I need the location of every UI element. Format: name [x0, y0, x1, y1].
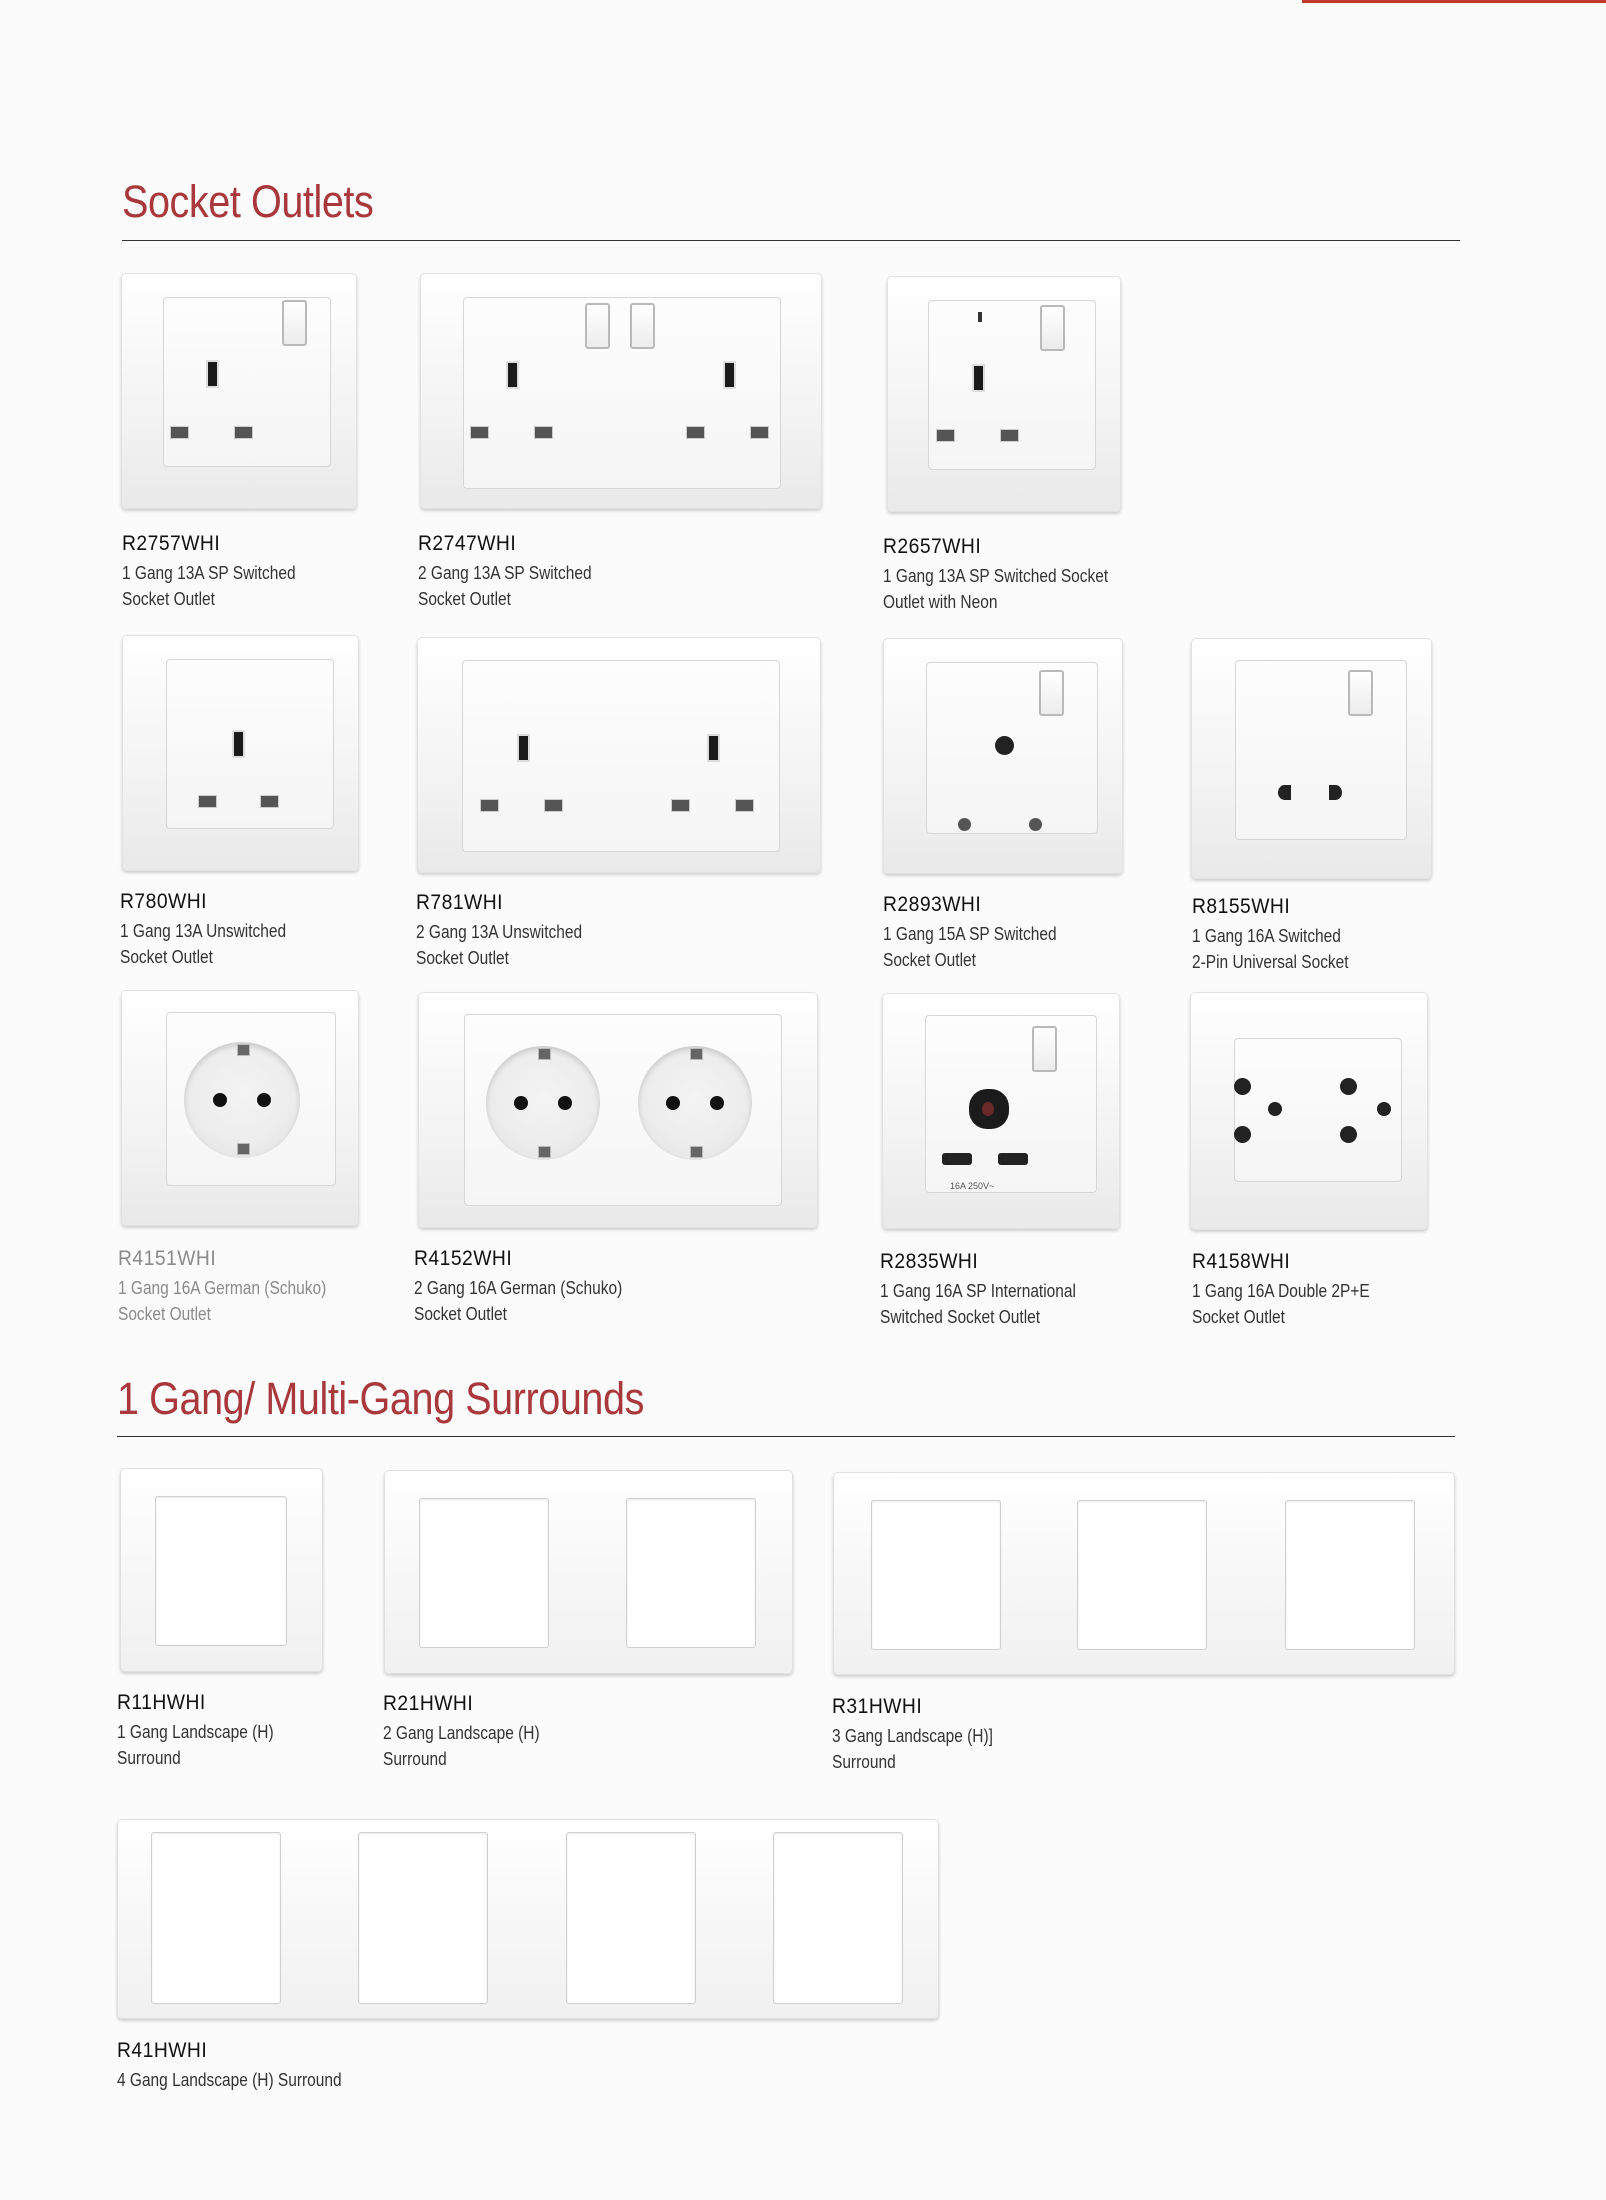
product-description-line1: 1 Gang 13A SP Switched Socket	[883, 566, 1109, 586]
product-image-r780	[122, 635, 359, 871]
product-image-r4158	[1190, 992, 1428, 1230]
product-image-r41h	[117, 1819, 939, 2019]
product-code: R4151WHI	[118, 1247, 217, 1270]
product-image-r11h	[120, 1468, 323, 1672]
product-description-line2: Socket Outlet	[118, 1304, 211, 1324]
rocker-switch	[282, 300, 307, 346]
product-description-line1: 1 Gang 13A SP Switched	[122, 563, 296, 583]
product-code: R4152WHI	[414, 1247, 513, 1270]
product-description-line2: Surround	[117, 1748, 181, 1768]
product-description-line1: 1 Gang 13A Unswitched	[120, 921, 287, 941]
product-description-line1: 1 Gang 16A Switched	[1192, 926, 1341, 946]
product-description-line1: 2 Gang 13A Unswitched	[416, 922, 583, 942]
product-code: R781WHI	[416, 891, 503, 914]
product-code: R11HWHI	[117, 1691, 206, 1714]
product-description-line1: 2 Gang 13A SP Switched	[418, 563, 592, 583]
product-code: R41HWHI	[117, 2039, 208, 2062]
product-code: R780WHI	[120, 890, 207, 913]
section-title-surrounds: 1 Gang/ Multi-Gang Surrounds	[117, 1373, 644, 1424]
product-image-r8155	[1191, 638, 1432, 879]
product-description-line2: 2-Pin Universal Socket	[1192, 952, 1349, 972]
product-image-r4151	[121, 990, 359, 1226]
product-description-line2: Surround	[832, 1752, 896, 1772]
product-description-line1: 1 Gang 15A SP Switched	[883, 924, 1057, 944]
product-image-r4152	[418, 992, 818, 1228]
top-accent-bar	[1302, 0, 1606, 3]
product-description-line2: Socket Outlet	[883, 950, 976, 970]
product-description-line2: Switched Socket Outlet	[880, 1307, 1041, 1327]
section-divider	[117, 1436, 1455, 1437]
product-description-line2: Socket Outlet	[122, 589, 215, 609]
product-description-line2: Outlet with Neon	[883, 592, 998, 612]
section-divider	[122, 240, 1460, 241]
product-description-line2: Socket Outlet	[1192, 1307, 1285, 1327]
product-description-line2: Socket Outlet	[416, 948, 509, 968]
product-code: R8155WHI	[1192, 895, 1291, 918]
product-description-line1: 1 Gang 16A German (Schuko)	[118, 1278, 327, 1298]
product-image-r21h	[384, 1470, 793, 1674]
product-description-line1: 1 Gang 16A SP International	[880, 1281, 1076, 1301]
product-description-line1: 2 Gang Landscape (H)	[383, 1723, 540, 1743]
product-description-line1: 1 Gang 16A Double 2P+E	[1192, 1281, 1370, 1301]
product-image-r2893	[883, 638, 1123, 874]
product-code: R2657WHI	[883, 535, 982, 558]
product-image-r31h	[833, 1472, 1455, 1675]
product-code: R2893WHI	[883, 893, 982, 916]
product-image-r2835	[882, 993, 1120, 1229]
product-image-r2657	[887, 276, 1121, 512]
product-description-line2: Socket Outlet	[414, 1304, 507, 1324]
product-code: R2747WHI	[418, 532, 517, 555]
section-title-socket-outlets: Socket Outlets	[122, 176, 374, 227]
product-description-line2: Socket Outlet	[120, 947, 213, 967]
product-image-r2747	[420, 273, 822, 509]
product-code: R4158WHI	[1192, 1250, 1291, 1273]
product-description-line1: 3 Gang Landscape (H)]	[832, 1726, 993, 1746]
product-code: R21HWHI	[383, 1692, 474, 1715]
product-code: R2757WHI	[122, 532, 221, 555]
product-description-line1: 2 Gang 16A German (Schuko)	[414, 1278, 623, 1298]
product-description-line1: 1 Gang Landscape (H)	[117, 1722, 274, 1742]
product-description-line1: 4 Gang Landscape (H) Surround	[117, 2070, 342, 2090]
product-code: R2835WHI	[880, 1250, 979, 1273]
product-description-line2: Surround	[383, 1749, 447, 1769]
plate-rating-label: 16A 250V~	[950, 1181, 995, 1191]
product-code: R31HWHI	[832, 1695, 923, 1718]
product-image-r2757	[121, 273, 357, 509]
product-image-r781	[417, 637, 821, 873]
product-description-line2: Socket Outlet	[418, 589, 511, 609]
